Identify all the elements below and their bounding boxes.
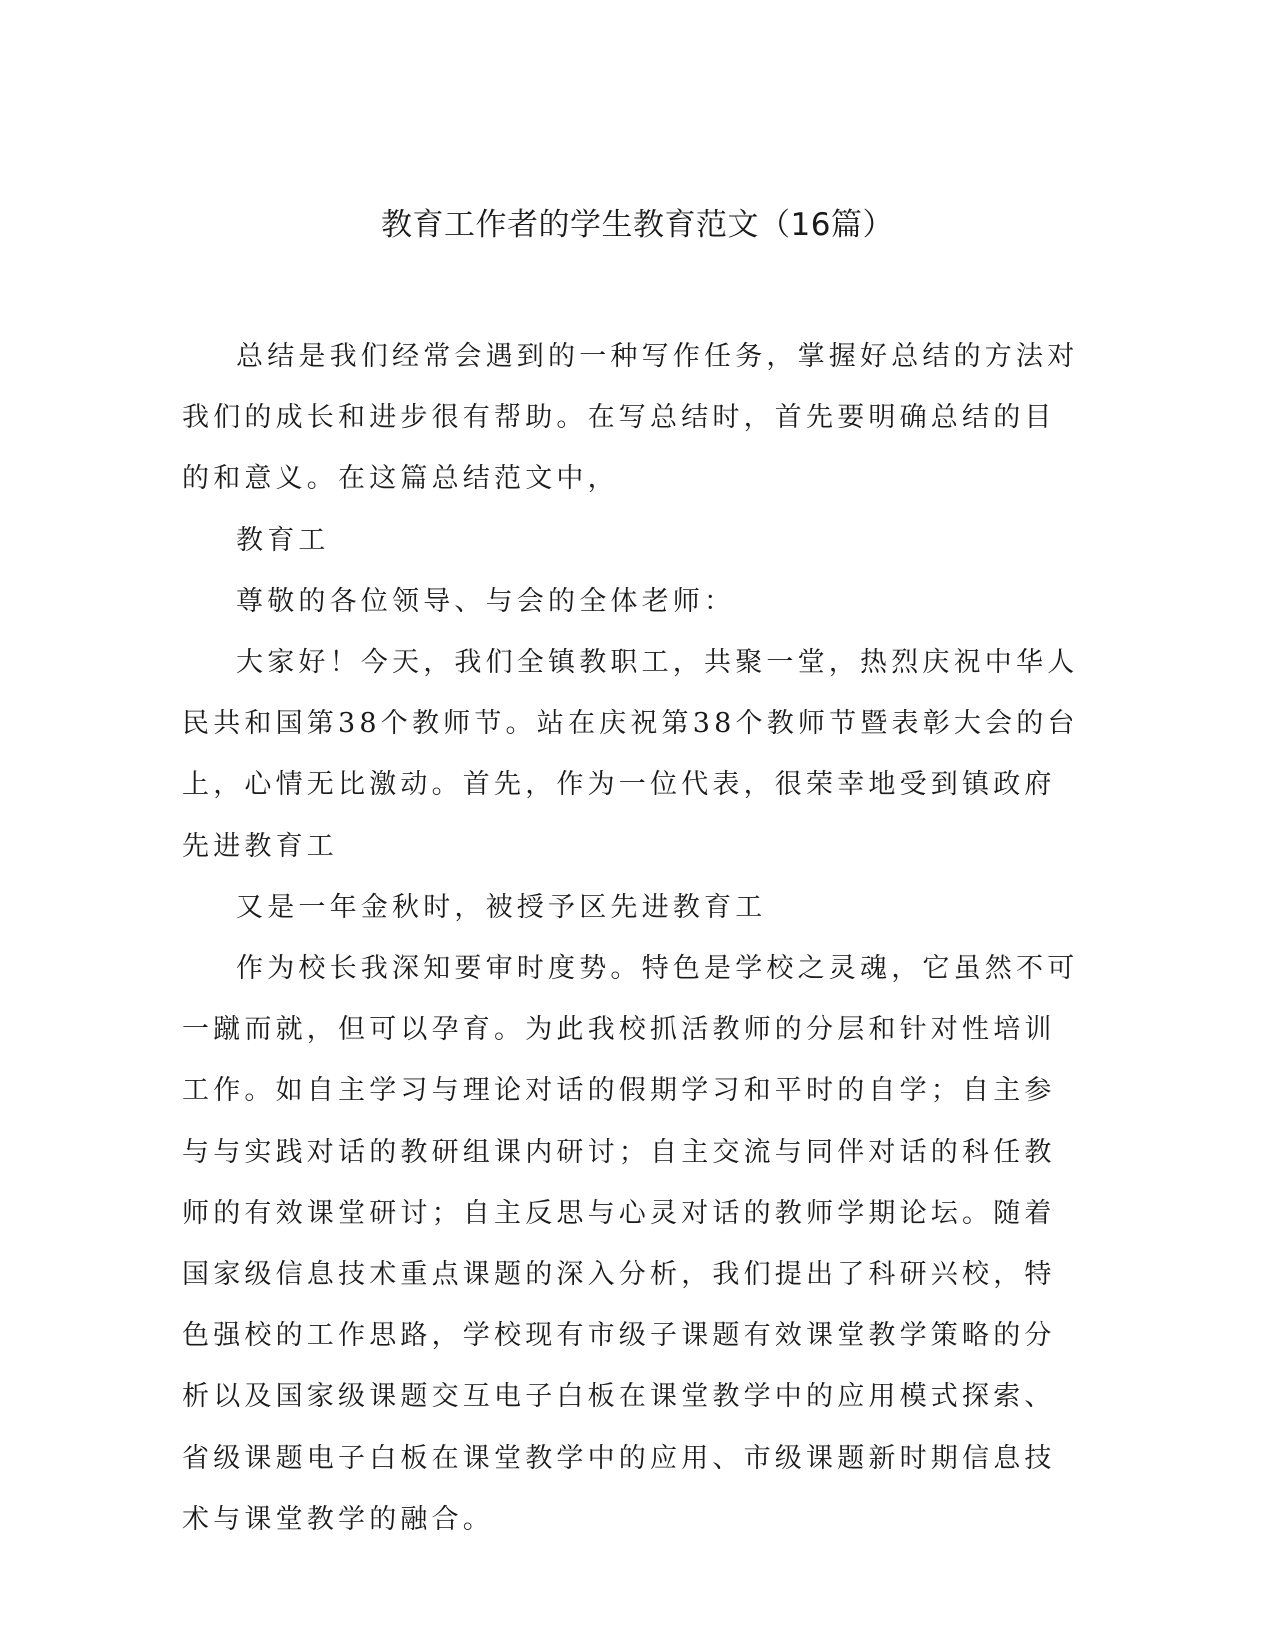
- paragraph-greeting: 大家好！今天，我们全镇教职工，共聚一堂，热烈庆祝中华人民共和国第38个教师节。站在庆祝第38个教师节暨表彰大会的台上，心情无比激动。首先，作为一位代表，很荣幸地受到镇政府先进教育工: [182, 647, 1079, 862]
- document-title: 教育工作者的学生教育范文（16篇）: [381, 207, 894, 243]
- paragraph-salutation: 尊敬的各位领导、与会的全体老师：: [236, 585, 736, 617]
- paragraph-intro: 总结是我们经常会遇到的一种写作任务，掌握好总结的方法对我们的成长和进步很有帮助。在写总结时，首先要明确总结的目的和意义。在这篇总结范文中，: [182, 341, 1079, 495]
- paragraph-principal: 作为校长我深知要审时度势。特色是学校之灵魂，它虽然不可一蹴而就，但可以孕育。为此我校抓活教师的分层和针对性培训工作。如自主学习与理论对话的假期学习和平时的自学；自主参与与实践对话的教研组课内研讨；自主交流与同伴对话的科任教师的有效课堂研讨；自主反思与心灵对话的教师学期论坛。随着国家级信息技术重点课题的深入分析，我们提出了科研兴校，特色强校的工作思路，学校现有市级子课题有效课堂教学策略的分析以及国家级课题交互电子白板在课堂教学中的应用模式探索、省级课题电子白板在课堂教学中的应用、市级课题新时期信息技术与课堂教学的融合。: [182, 953, 1079, 1535]
- paragraph-autumn: 又是一年金秋时，被授予区先进教育工: [236, 891, 767, 923]
- document-body: [182, 326, 1082, 1550]
- paragraph-heading-fragment: 教育工: [236, 524, 330, 556]
